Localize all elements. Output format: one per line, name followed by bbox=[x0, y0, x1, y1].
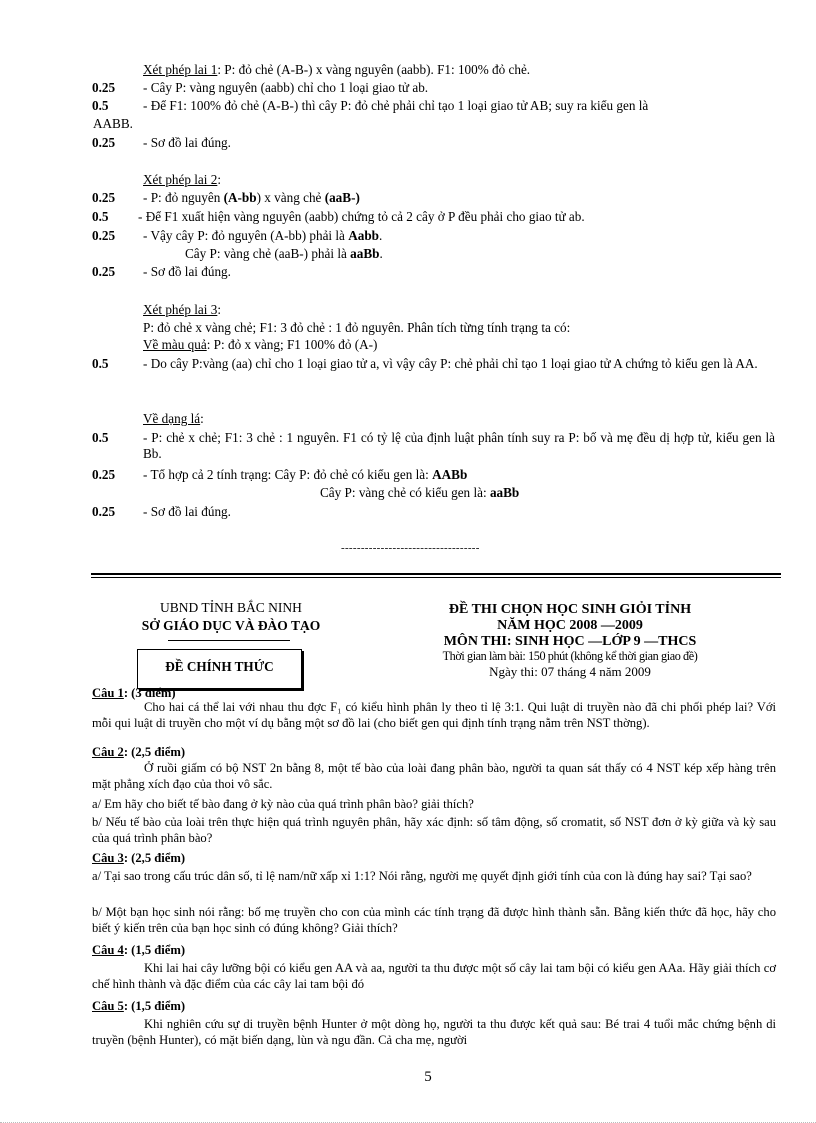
question-3-heading: Câu 3: (2,5 điểm) bbox=[92, 851, 186, 865]
cross1-heading: Xét phép lai 1: P: đỏ chẻ (A-B-) x vàng nguyên (aabb). F1: 100% đỏ chẻ. bbox=[143, 62, 531, 77]
answer-line: - Để F1: 100% đỏ chẻ (A-B-) thì cây P: đỏ chẻ phải chỉ tạo 1 loại giao tử AB; suy ra kiểu gen là bbox=[143, 98, 649, 113]
answer-line: - P: đỏ nguyên (A-bb) x vàng chẻ (aaB-) bbox=[143, 190, 360, 205]
exam-title: ĐỀ THI CHỌN HỌC SINH GIỎI TỈNH bbox=[448, 602, 692, 617]
official-label: ĐỀ CHÍNH THỨC bbox=[165, 659, 274, 674]
subject: MÔN THI: SINH HỌC —LỚP 9 —THCS bbox=[443, 634, 697, 649]
org-name: UBND TỈNH BẮC NINH bbox=[160, 600, 302, 615]
question-5-heading: Câu 5: (1,5 điểm) bbox=[92, 999, 186, 1013]
score: 0.5 bbox=[92, 209, 109, 224]
answer-line: - Cây P: vàng nguyên (aabb) chỉ cho 1 loại giao tử ab. bbox=[143, 80, 429, 95]
answer-line: P: đỏ chẻ x vàng chẻ; F1: 3 đỏ chẻ : 1 đỏ nguyên. Phân tích từng tính trạng ta có: bbox=[143, 320, 571, 335]
question-4-text: Khi lai hai cây lưỡng bội có kiểu gen AA và aa, người ta thu được một số cây lai tam bội có kiểu gen AAa. Hãy giải thích cơ chế hình thành và đặc điểm của các cây lai tam bội đó bbox=[92, 961, 776, 991]
question-2a: a/ Em hãy cho biết tế bào đang ở kỳ nào của quá trình phân bào? giải thích? bbox=[92, 797, 474, 811]
question-2-heading: Câu 2: (2,5 điểm) bbox=[92, 745, 186, 759]
question-1-text: Cho hai cá thể lai với nhau thu đợc F₁ có kiểu hình phân ly theo tỉ lệ 3:1. Qui luật di truyền nào đã chi phối phép lai? Với mỗi qui luật di truyền cho một ví dụ bằng một sơ đồ lai (cho biết gen qui định tính trạng nằm trên NST thờng). bbox=[92, 700, 776, 730]
cross2-heading: Xét phép lai 2: bbox=[143, 172, 222, 187]
answer-line: Cây P: vàng chẻ có kiểu gen là: aaBb bbox=[320, 485, 520, 500]
answer-line: - Để F1 xuất hiện vàng nguyên (aabb) chứng tỏ cả 2 cây ở P đều phải cho giao tử ab. bbox=[138, 209, 585, 224]
answer-line: - Tổ hợp cả 2 tính trạng: Cây P: đỏ chẻ có kiểu gen là: AABb bbox=[143, 467, 468, 482]
answer-line: - Sơ đồ lai đúng. bbox=[143, 504, 231, 519]
question-2b: b/ Nếu tế bào của loài trên thực hiện quá trình nguyên phân, hãy xác định: số tâm động, số cromatit, số NST đơn ở kỳ giữa và kỳ sau của quá trình phân bào? bbox=[92, 815, 776, 845]
score: 0.25 bbox=[92, 228, 116, 243]
question-3b: b/ Một bạn học sinh nói rằng: bố mẹ truyền cho con của mình các tính trạng đã được hình thành sẵn. Bằng kiến thức đã học, hãy cho biết ý kiến trên của bạn học sinh có đúng không? Giải thích? bbox=[92, 905, 776, 935]
org-underline bbox=[168, 640, 290, 641]
divider-rule bbox=[91, 573, 781, 575]
page-number: 5 bbox=[424, 1069, 432, 1085]
question-5-text: Khi nghiên cứu sự di truyền bệnh Hunter ở một dòng họ, người ta thu được kết quả sau: Bé trai 4 tuổi mắc chứng bệnh di truyền (bệnh Hunter), có mặt biến dạng, lùn và ngu đần. Cả cha mẹ, người bbox=[92, 1017, 776, 1047]
department-name: SỞ GIÁO DỤC VÀ ĐÀO TẠO bbox=[141, 618, 321, 633]
leaf-shape-heading: Về dạng lá: bbox=[143, 411, 204, 426]
answer-line: Cây P: vàng chẻ (aaB-) phải là aaBb. bbox=[185, 246, 383, 261]
cross3-heading: Xét phép lai 3: bbox=[143, 302, 222, 317]
score: 0.25 bbox=[92, 504, 116, 519]
score: 0.25 bbox=[92, 135, 116, 150]
question-4-heading: Câu 4: (1,5 điểm) bbox=[92, 943, 186, 957]
score: 0.25 bbox=[92, 80, 116, 95]
answer-line: - Sơ đồ lai đúng. bbox=[143, 264, 231, 279]
score: 0.25 bbox=[92, 264, 116, 279]
fruit-color-heading: Về màu quả: P: đỏ x vàng; F1 100% đỏ (A-) bbox=[143, 337, 378, 352]
question-2-text: Ở ruồi giấm có bộ NST 2n bằng 8, một tế bào của loài đang phân bào, người ta quan sát thấy có 4 NST kép xếp hàng trên mặt phẳng xích đạo của thoi vô sắc. bbox=[92, 761, 776, 791]
separator: ----------------------------------- bbox=[341, 542, 480, 554]
score: 0.25 bbox=[92, 467, 116, 482]
score: 0.5 bbox=[92, 430, 109, 445]
answer-line: AABB. bbox=[93, 116, 133, 131]
answer-paragraph: - P: chẻ x chẻ; F1: 3 chẻ : 1 nguyên. F1 có tỷ lệ của định luật phân tính suy ra P: bố và mẹ đều dị hợp tử, kiểu gen là Bb. bbox=[143, 430, 775, 461]
official-box bbox=[137, 649, 302, 689]
score: 0.25 bbox=[92, 190, 116, 205]
answer-line: - Vậy cây P: đỏ nguyên (A-bb) phải là Aabb. bbox=[143, 228, 383, 243]
question-1-heading: Câu 1: (3 điểm) bbox=[92, 686, 176, 700]
school-year: NĂM HỌC 2008 —2009 bbox=[497, 618, 643, 633]
exam-date: Ngày thi: 07 tháng 4 năm 2009 bbox=[489, 664, 651, 679]
answer-paragraph: - Do cây P:vàng (aa) chỉ cho 1 loại giao tử a, vì vậy cây P: chẻ phải chỉ tạo 1 loại giao tử A chứng tỏ kiểu gen là AA. bbox=[143, 356, 758, 371]
divider-rule bbox=[91, 577, 781, 578]
score: 0.5 bbox=[92, 356, 109, 371]
exam-duration: Thời gian làm bài: 150 phút (không kể thời gian giao đề) bbox=[442, 649, 698, 663]
answer-line: - Sơ đồ lai đúng. bbox=[143, 135, 231, 150]
question-3a: a/ Tại sao trong cấu trúc dân số, tỉ lệ nam/nữ xấp xỉ 1:1? Nói rằng, người mẹ quyết định giới tính của con là đúng hay sai? Tại sao? bbox=[92, 869, 752, 883]
score: 0.5 bbox=[92, 98, 109, 113]
